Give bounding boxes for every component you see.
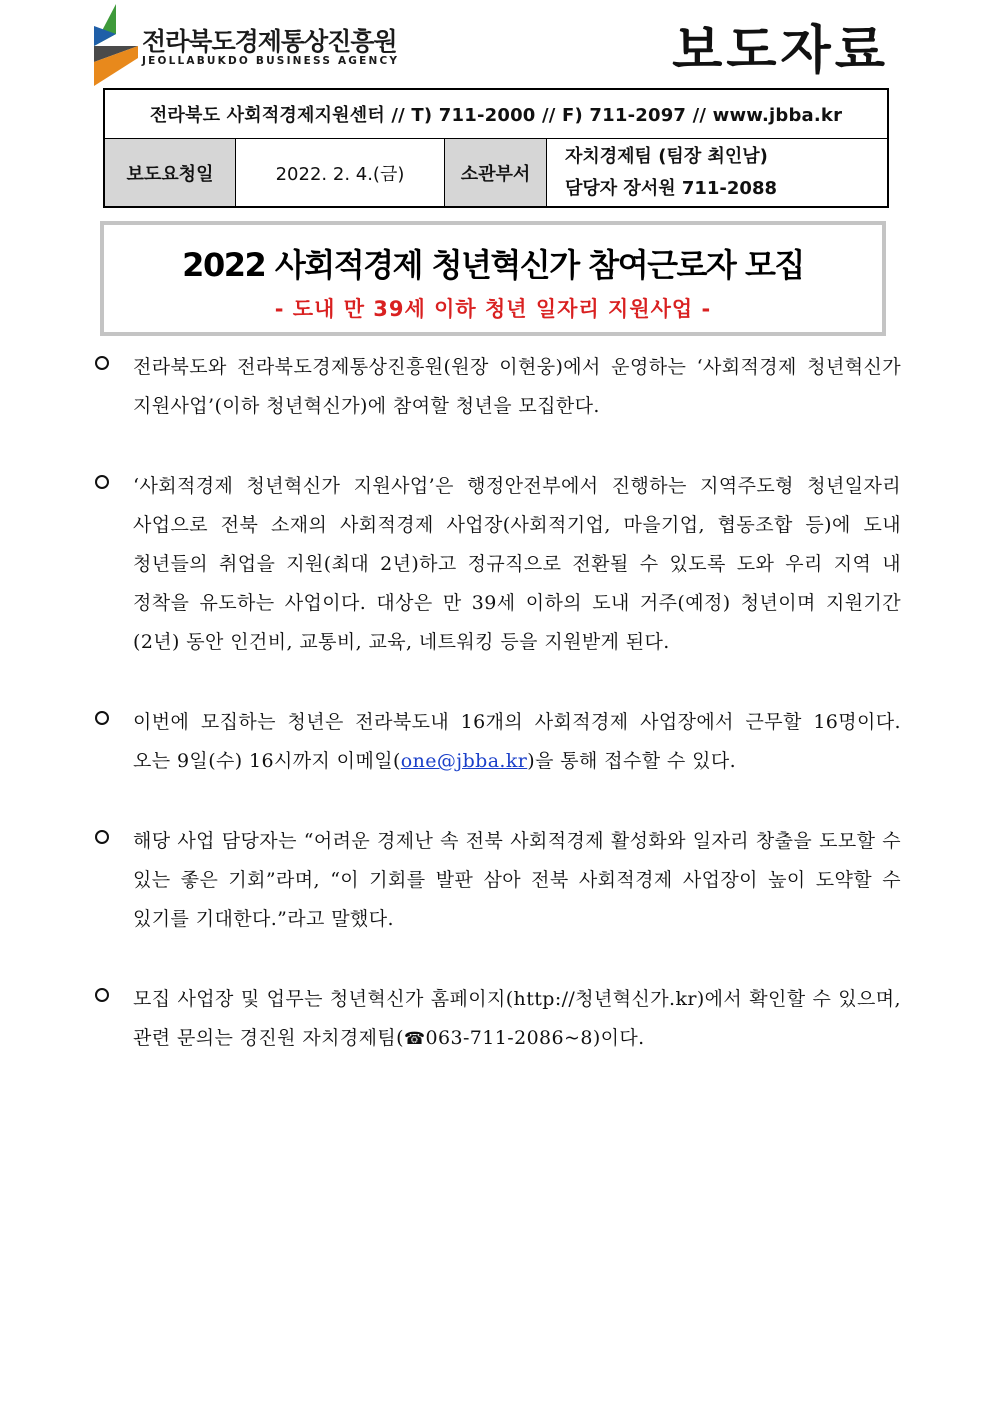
- paragraph-text-part: 063-711-2086~8)이다.: [425, 1027, 645, 1049]
- headline-subtitle: - 도내 만 39세 이하 청년 일자리 지원사업 -: [274, 297, 712, 321]
- headline-box: [100, 221, 886, 336]
- paragraph-text: [133, 980, 901, 1059]
- org-name: 전라북도경제통상진흥원: [142, 27, 397, 56]
- paragraph: [95, 822, 901, 939]
- department-info: [547, 139, 889, 208]
- circle-bullet-icon: [95, 988, 109, 1002]
- contact-line: 전라북도 사회적경제지원센터 // T) 711-2000 // F) 711-2097 // www.jbba.kr: [104, 89, 888, 139]
- request-date-value: 2022. 2. 4.(금): [236, 139, 445, 208]
- paragraph-text: [133, 703, 901, 781]
- circle-bullet-icon: [95, 475, 109, 489]
- department-contact: 담당자 장서원 711-2088: [565, 177, 778, 199]
- department-label: 소관부서: [445, 139, 547, 208]
- circle-bullet-icon: [95, 356, 109, 370]
- press-info-table: [103, 88, 889, 208]
- org-name-english: JEOLLABUKDO BUSINESS AGENCY: [142, 55, 400, 67]
- paragraph-text: 전라북도와 전라북도경제통상진흥원(원장 이현웅)에서 운영하는 ‘사회적경제 청년혁신가 지원사업’(이하 청년혁신가)에 참여할 청년을 모집한다.: [133, 356, 901, 417]
- circle-bullet-icon: [95, 830, 109, 844]
- paragraph: [95, 467, 901, 662]
- paragraph: [95, 703, 901, 781]
- paragraph-text-part: 모집 사업장 및 업무는 청년혁신가 홈페이지(http://청년혁신가.kr)에서 확인할 수 있으며, 관련 문의는 경진원 자치경제팀(: [133, 988, 901, 1049]
- phone-icon: ☎: [403, 1029, 426, 1049]
- paragraph: [95, 348, 901, 426]
- paragraph-text: ‘사회적경제 청년혁신가 지원사업’은 행정안전부에서 진행하는 지역주도형 청년일자리 사업으로 전북 소재의 사회적경제 사업장(사회적기업, 마을기업, 협동조합 등)에 도내 청년들의 취업을 지원(최대 2년)하고 정규직으로 전환될 수 있도록 도와 우리 지역 내 정착을 유도하는 사업이다. 대상은 만 39세 이하의 도내 거주(예정) 청년이며 지원기간(2년) 동안 인건비, 교통비, 교육, 네트워킹 등을 지원받게 된다.: [133, 475, 901, 653]
- paragraph-text-part: )을 통해 접수할 수 있다.: [527, 750, 737, 772]
- agency-logo-icon: [94, 4, 138, 86]
- email-link[interactable]: one@jbba.kr: [400, 750, 528, 772]
- circle-bullet-icon: [95, 711, 109, 725]
- department-team: 자치경제팀 (팀장 최인남): [565, 145, 768, 167]
- paragraph: [95, 980, 901, 1059]
- document-type-title: 보도자료: [672, 21, 889, 81]
- request-date-label: 보도요청일: [104, 139, 236, 208]
- paragraph-text: 해당 사업 담당자는 “어려운 경제난 속 전북 사회적경제 활성화와 일자리 창출을 도모할 수 있는 좋은 기회”라며, “이 기회를 발판 삼아 전북 사회적경제 사업장이 높이 도약할 수 있기를 기대한다.”라고 말했다.: [133, 830, 901, 930]
- header: [0, 0, 992, 90]
- headline-title: 2022 사회적경제 청년혁신가 참여근로자 모집: [182, 246, 804, 284]
- paragraph-text-part: 이번에 모집하는 청년은 전라북도내 16개의 사회적경제 사업장에서 근무할 16명이다. 오는 9일(수) 16시까지 이메일(: [133, 711, 901, 772]
- article-body: [95, 348, 901, 1100]
